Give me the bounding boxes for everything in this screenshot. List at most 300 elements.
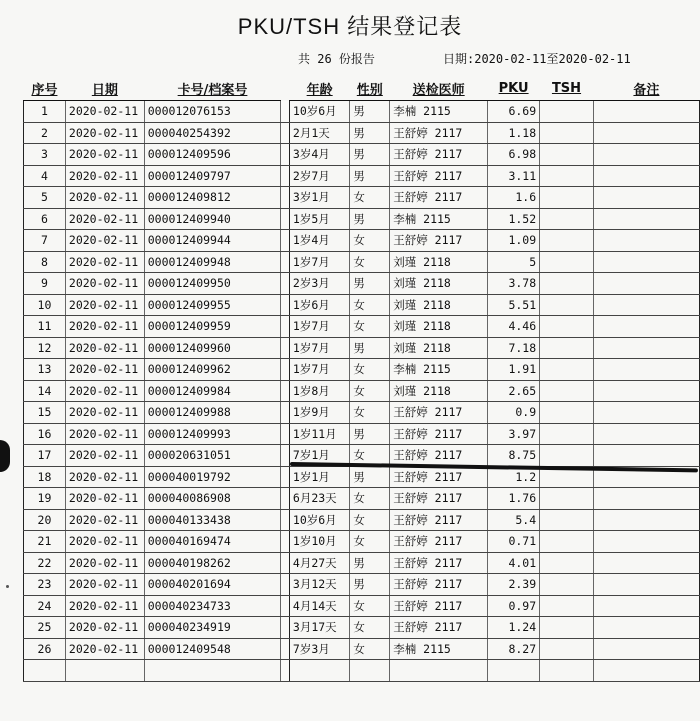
header-card: 卡号/档案号 xyxy=(144,76,281,101)
cell-tsh xyxy=(540,509,594,531)
table-row xyxy=(24,574,700,596)
cell-age: 7岁1月 xyxy=(289,445,349,467)
cell-gap xyxy=(281,595,290,617)
cell-sex: 女 xyxy=(350,380,390,402)
cell-sex: 女 xyxy=(350,230,390,252)
cell-sex: 女 xyxy=(350,187,390,209)
cell-tsh xyxy=(540,402,594,424)
table-row xyxy=(24,359,700,381)
cell-card: 000040201694 xyxy=(144,574,281,596)
cell-sex: 女 xyxy=(350,402,390,424)
cell-pku: 1.91 xyxy=(488,359,540,381)
cell-doctor xyxy=(390,660,488,682)
cell-pku: 6.69 xyxy=(488,101,540,123)
cell-no: 19 xyxy=(24,488,66,510)
cell-note xyxy=(593,273,699,295)
cell-doctor: 李楠 2115 xyxy=(390,638,488,660)
cell-note xyxy=(593,402,699,424)
cell-date xyxy=(65,660,144,682)
cell-doctor: 刘瑾 2118 xyxy=(390,251,488,273)
cell-gap xyxy=(281,165,290,187)
cell-card: 000012076153 xyxy=(144,101,281,123)
cell-gap xyxy=(281,208,290,230)
cell-doctor: 王舒婷 2117 xyxy=(390,165,488,187)
cell-gap xyxy=(281,187,290,209)
cell-age: 1岁9月 xyxy=(289,402,349,424)
cell-date: 2020-02-11 xyxy=(65,316,144,338)
cell-pku: 4.46 xyxy=(488,316,540,338)
cell-doctor: 刘瑾 2118 xyxy=(390,380,488,402)
cell-date: 2020-02-11 xyxy=(65,294,144,316)
cell-gap xyxy=(281,445,290,467)
cell-tsh xyxy=(540,165,594,187)
cell-tsh xyxy=(540,122,594,144)
table-row xyxy=(24,187,700,209)
cell-pku: 2.39 xyxy=(488,574,540,596)
cell-age: 1岁7月 xyxy=(289,359,349,381)
report-count: 共 26 份报告 xyxy=(298,52,375,66)
header-sex: 性别 xyxy=(350,76,390,101)
cell-doctor: 王舒婷 2117 xyxy=(390,144,488,166)
table-row xyxy=(24,531,700,553)
cell-card: 000040254392 xyxy=(144,122,281,144)
cell-pku: 0.9 xyxy=(488,402,540,424)
cell-no: 4 xyxy=(24,165,66,187)
cell-sex: 男 xyxy=(350,552,390,574)
cell-tsh xyxy=(540,273,594,295)
cell-pku: 3.97 xyxy=(488,423,540,445)
table-row xyxy=(24,165,700,187)
cell-no: 26 xyxy=(24,638,66,660)
cell-no xyxy=(24,660,66,682)
cell-note xyxy=(593,552,699,574)
table-row xyxy=(24,638,700,660)
cell-pku: 1.18 xyxy=(488,122,540,144)
cell-gap xyxy=(281,466,290,488)
cell-date: 2020-02-11 xyxy=(65,552,144,574)
cell-date: 2020-02-11 xyxy=(65,144,144,166)
cell-age: 4月27天 xyxy=(289,552,349,574)
cell-gap xyxy=(281,509,290,531)
cell-age: 2岁7月 xyxy=(289,165,349,187)
table-row xyxy=(24,423,700,445)
cell-note xyxy=(593,337,699,359)
table-row xyxy=(24,316,700,338)
header-tsh: TSH xyxy=(540,76,594,101)
cell-note xyxy=(593,380,699,402)
cell-note xyxy=(593,165,699,187)
scan-edge-mark xyxy=(0,440,10,472)
cell-gap xyxy=(281,251,290,273)
cell-tsh xyxy=(540,660,594,682)
cell-gap xyxy=(281,101,290,123)
cell-sex: 男 xyxy=(350,122,390,144)
cell-date: 2020-02-11 xyxy=(65,595,144,617)
cell-note xyxy=(593,488,699,510)
cell-date: 2020-02-11 xyxy=(65,423,144,445)
cell-sex xyxy=(350,660,390,682)
cell-note xyxy=(593,187,699,209)
cell-age: 7岁3月 xyxy=(289,638,349,660)
cell-no: 22 xyxy=(24,552,66,574)
cell-doctor: 李楠 2115 xyxy=(390,359,488,381)
cell-card: 000040019792 xyxy=(144,466,281,488)
cell-tsh xyxy=(540,531,594,553)
cell-note xyxy=(593,531,699,553)
cell-gap xyxy=(281,617,290,639)
cell-sex: 女 xyxy=(350,445,390,467)
cell-date: 2020-02-11 xyxy=(65,509,144,531)
cell-card: 000012409812 xyxy=(144,187,281,209)
cell-age: 1岁7月 xyxy=(289,251,349,273)
cell-sex: 男 xyxy=(350,273,390,295)
cell-pku: 4.01 xyxy=(488,552,540,574)
cell-age: 2月1天 xyxy=(289,122,349,144)
cell-sex: 女 xyxy=(350,617,390,639)
cell-note xyxy=(593,316,699,338)
cell-tsh xyxy=(540,101,594,123)
cell-date: 2020-02-11 xyxy=(65,251,144,273)
cell-no: 25 xyxy=(24,617,66,639)
cell-tsh xyxy=(540,230,594,252)
cell-sex: 男 xyxy=(350,337,390,359)
cell-gap xyxy=(281,638,290,660)
cell-date: 2020-02-11 xyxy=(65,638,144,660)
cell-sex: 男 xyxy=(350,574,390,596)
cell-card: 000012409944 xyxy=(144,230,281,252)
scan-dot xyxy=(6,585,9,588)
header-doctor: 送检医师 xyxy=(390,76,488,101)
cell-pku: 3.11 xyxy=(488,165,540,187)
cell-doctor: 王舒婷 2117 xyxy=(390,509,488,531)
cell-tsh xyxy=(540,638,594,660)
cell-card: 000012409940 xyxy=(144,208,281,230)
cell-note xyxy=(593,617,699,639)
cell-pku: 5.51 xyxy=(488,294,540,316)
header-age: 年龄 xyxy=(289,76,349,101)
cell-date: 2020-02-11 xyxy=(65,531,144,553)
cell-age: 1岁1月 xyxy=(289,466,349,488)
cell-card: 000012409984 xyxy=(144,380,281,402)
cell-no: 8 xyxy=(24,251,66,273)
cell-tsh xyxy=(540,552,594,574)
cell-no: 13 xyxy=(24,359,66,381)
cell-no: 1 xyxy=(24,101,66,123)
cell-pku: 8.75 xyxy=(488,445,540,467)
cell-note xyxy=(593,638,699,660)
cell-card: 000040169474 xyxy=(144,531,281,553)
cell-date: 2020-02-11 xyxy=(65,574,144,596)
table-row xyxy=(24,101,700,123)
cell-pku: 1.09 xyxy=(488,230,540,252)
table-row xyxy=(24,144,700,166)
cell-tsh xyxy=(540,144,594,166)
header-note: 备注 xyxy=(593,76,699,101)
cell-card: 000012409959 xyxy=(144,316,281,338)
cell-sex: 女 xyxy=(350,359,390,381)
cell-tsh xyxy=(540,316,594,338)
cell-sex: 男 xyxy=(350,165,390,187)
cell-note xyxy=(593,574,699,596)
cell-pku: 1.76 xyxy=(488,488,540,510)
cell-card: 000012409993 xyxy=(144,423,281,445)
cell-note xyxy=(593,595,699,617)
cell-pku: 6.98 xyxy=(488,144,540,166)
cell-no: 2 xyxy=(24,122,66,144)
table-row xyxy=(24,294,700,316)
cell-note xyxy=(593,251,699,273)
table-row xyxy=(24,380,700,402)
cell-gap xyxy=(281,552,290,574)
cell-tsh xyxy=(540,488,594,510)
cell-sex: 女 xyxy=(350,638,390,660)
cell-pku: 8.27 xyxy=(488,638,540,660)
table-row xyxy=(24,509,700,531)
cell-doctor: 李楠 2115 xyxy=(390,101,488,123)
table-row xyxy=(24,617,700,639)
cell-gap xyxy=(281,122,290,144)
cell-date: 2020-02-11 xyxy=(65,122,144,144)
table-row xyxy=(24,595,700,617)
header-date: 日期 xyxy=(65,76,144,101)
cell-note xyxy=(593,144,699,166)
cell-doctor: 王舒婷 2117 xyxy=(390,402,488,424)
cell-date: 2020-02-11 xyxy=(65,445,144,467)
cell-gap xyxy=(281,531,290,553)
cell-no: 11 xyxy=(24,316,66,338)
cell-sex: 女 xyxy=(350,509,390,531)
cell-no: 14 xyxy=(24,380,66,402)
cell-tsh xyxy=(540,445,594,467)
table-row xyxy=(24,122,700,144)
cell-sex: 男 xyxy=(350,423,390,445)
cell-date: 2020-02-11 xyxy=(65,187,144,209)
cell-age: 1岁5月 xyxy=(289,208,349,230)
cell-no: 12 xyxy=(24,337,66,359)
cell-card: 000012409955 xyxy=(144,294,281,316)
cell-note xyxy=(593,208,699,230)
table-row xyxy=(24,552,700,574)
cell-pku: 1.52 xyxy=(488,208,540,230)
cell-no: 18 xyxy=(24,466,66,488)
cell-pku: 0.71 xyxy=(488,531,540,553)
cell-doctor: 王舒婷 2117 xyxy=(390,574,488,596)
cell-card: 000012409960 xyxy=(144,337,281,359)
cell-date: 2020-02-11 xyxy=(65,165,144,187)
cell-no: 20 xyxy=(24,509,66,531)
cell-pku: 1.24 xyxy=(488,617,540,639)
cell-card: 000040234919 xyxy=(144,617,281,639)
cell-pku: 1.6 xyxy=(488,187,540,209)
cell-no: 23 xyxy=(24,574,66,596)
cell-sex: 男 xyxy=(350,101,390,123)
cell-doctor: 刘瑾 2118 xyxy=(390,294,488,316)
cell-note xyxy=(593,294,699,316)
cell-gap xyxy=(281,230,290,252)
cell-date: 2020-02-11 xyxy=(65,466,144,488)
cell-doctor: 刘瑾 2118 xyxy=(390,273,488,295)
header-pku: PKU xyxy=(488,76,540,101)
cell-no: 9 xyxy=(24,273,66,295)
cell-tsh xyxy=(540,208,594,230)
cell-card: 000012409948 xyxy=(144,251,281,273)
cell-age: 10岁6月 xyxy=(289,101,349,123)
cell-gap xyxy=(281,574,290,596)
cell-sex: 女 xyxy=(350,531,390,553)
cell-age: 3月17天 xyxy=(289,617,349,639)
table-row xyxy=(24,208,700,230)
cell-tsh xyxy=(540,359,594,381)
cell-date: 2020-02-11 xyxy=(65,101,144,123)
cell-sex: 女 xyxy=(350,251,390,273)
cell-tsh xyxy=(540,574,594,596)
header-no: 序号 xyxy=(24,76,66,101)
cell-doctor: 王舒婷 2117 xyxy=(390,423,488,445)
date-range: 日期:2020-02-11至2020-02-11 xyxy=(443,52,631,66)
cell-no: 21 xyxy=(24,531,66,553)
cell-sex: 男 xyxy=(350,466,390,488)
cell-age: 1岁11月 xyxy=(289,423,349,445)
cell-pku: 7.18 xyxy=(488,337,540,359)
cell-doctor: 王舒婷 2117 xyxy=(390,552,488,574)
cell-gap xyxy=(281,660,290,682)
cell-date: 2020-02-11 xyxy=(65,402,144,424)
cell-pku: 1.2 xyxy=(488,466,540,488)
cell-age xyxy=(289,660,349,682)
cell-no: 3 xyxy=(24,144,66,166)
table-row xyxy=(24,230,700,252)
cell-date: 2020-02-11 xyxy=(65,617,144,639)
cell-gap xyxy=(281,144,290,166)
cell-gap xyxy=(281,294,290,316)
table-row xyxy=(24,488,700,510)
table-row xyxy=(24,337,700,359)
cell-doctor: 王舒婷 2117 xyxy=(390,488,488,510)
cell-doctor: 王舒婷 2117 xyxy=(390,617,488,639)
cell-date: 2020-02-11 xyxy=(65,380,144,402)
cell-age: 3岁1月 xyxy=(289,187,349,209)
cell-tsh xyxy=(540,617,594,639)
table-row xyxy=(24,660,700,682)
cell-age: 10岁6月 xyxy=(289,509,349,531)
cell-age: 3岁4月 xyxy=(289,144,349,166)
cell-doctor: 王舒婷 2117 xyxy=(390,466,488,488)
cell-doctor: 李楠 2115 xyxy=(390,208,488,230)
cell-age: 1岁7月 xyxy=(289,337,349,359)
cell-doctor: 王舒婷 2117 xyxy=(390,445,488,467)
cell-sex: 女 xyxy=(350,595,390,617)
results-table xyxy=(23,76,700,682)
cell-pku xyxy=(488,660,540,682)
cell-date: 2020-02-11 xyxy=(65,230,144,252)
cell-card: 000012409596 xyxy=(144,144,281,166)
page-title: PKU/TSH 结果登记表 xyxy=(237,14,463,39)
table-header-row xyxy=(24,76,700,101)
cell-gap xyxy=(281,488,290,510)
cell-note xyxy=(593,230,699,252)
cell-card: 000040234733 xyxy=(144,595,281,617)
cell-sex: 女 xyxy=(350,488,390,510)
cell-note xyxy=(593,423,699,445)
cell-gap xyxy=(281,316,290,338)
cell-doctor: 刘瑾 2118 xyxy=(390,316,488,338)
cell-tsh xyxy=(540,294,594,316)
cell-pku: 0.97 xyxy=(488,595,540,617)
cell-no: 7 xyxy=(24,230,66,252)
cell-gap xyxy=(281,359,290,381)
cell-sex: 男 xyxy=(350,144,390,166)
cell-sex: 女 xyxy=(350,316,390,338)
cell-note xyxy=(593,509,699,531)
cell-tsh xyxy=(540,423,594,445)
cell-note xyxy=(593,445,699,467)
cell-doctor: 刘瑾 2118 xyxy=(390,337,488,359)
cell-age: 1岁10月 xyxy=(289,531,349,553)
cell-tsh xyxy=(540,595,594,617)
cell-doctor: 王舒婷 2117 xyxy=(390,122,488,144)
cell-card: 000040086908 xyxy=(144,488,281,510)
cell-card: 000040198262 xyxy=(144,552,281,574)
cell-age: 6月23天 xyxy=(289,488,349,510)
cell-note xyxy=(593,122,699,144)
cell-tsh xyxy=(540,187,594,209)
cell-date: 2020-02-11 xyxy=(65,488,144,510)
cell-note xyxy=(593,359,699,381)
cell-gap xyxy=(281,380,290,402)
cell-gap xyxy=(281,423,290,445)
cell-card: 000012409548 xyxy=(144,638,281,660)
cell-pku: 5 xyxy=(488,251,540,273)
cell-doctor: 王舒婷 2117 xyxy=(390,187,488,209)
cell-doctor: 王舒婷 2117 xyxy=(390,230,488,252)
cell-sex: 女 xyxy=(350,294,390,316)
table-row xyxy=(24,273,700,295)
table-row xyxy=(24,402,700,424)
cell-no: 17 xyxy=(24,445,66,467)
cell-gap xyxy=(281,273,290,295)
header-gap xyxy=(281,76,290,101)
cell-pku: 2.65 xyxy=(488,380,540,402)
cell-gap xyxy=(281,402,290,424)
cell-gap xyxy=(281,337,290,359)
cell-card: 000012409962 xyxy=(144,359,281,381)
cell-age: 3月12天 xyxy=(289,574,349,596)
cell-no: 5 xyxy=(24,187,66,209)
cell-tsh xyxy=(540,337,594,359)
cell-age: 4月14天 xyxy=(289,595,349,617)
cell-doctor: 王舒婷 2117 xyxy=(390,531,488,553)
cell-doctor: 王舒婷 2117 xyxy=(390,595,488,617)
cell-note xyxy=(593,101,699,123)
cell-age: 2岁3月 xyxy=(289,273,349,295)
cell-age: 1岁7月 xyxy=(289,316,349,338)
cell-card xyxy=(144,660,281,682)
cell-date: 2020-02-11 xyxy=(65,359,144,381)
cell-card: 000012409988 xyxy=(144,402,281,424)
cell-pku: 5.4 xyxy=(488,509,540,531)
cell-age: 1岁4月 xyxy=(289,230,349,252)
table-row xyxy=(24,251,700,273)
cell-date: 2020-02-11 xyxy=(65,337,144,359)
cell-card: 000040133438 xyxy=(144,509,281,531)
cell-age: 1岁8月 xyxy=(289,380,349,402)
cell-note xyxy=(593,660,699,682)
cell-date: 2020-02-11 xyxy=(65,208,144,230)
cell-pku: 3.78 xyxy=(488,273,540,295)
cell-age: 1岁6月 xyxy=(289,294,349,316)
cell-no: 16 xyxy=(24,423,66,445)
cell-tsh xyxy=(540,251,594,273)
